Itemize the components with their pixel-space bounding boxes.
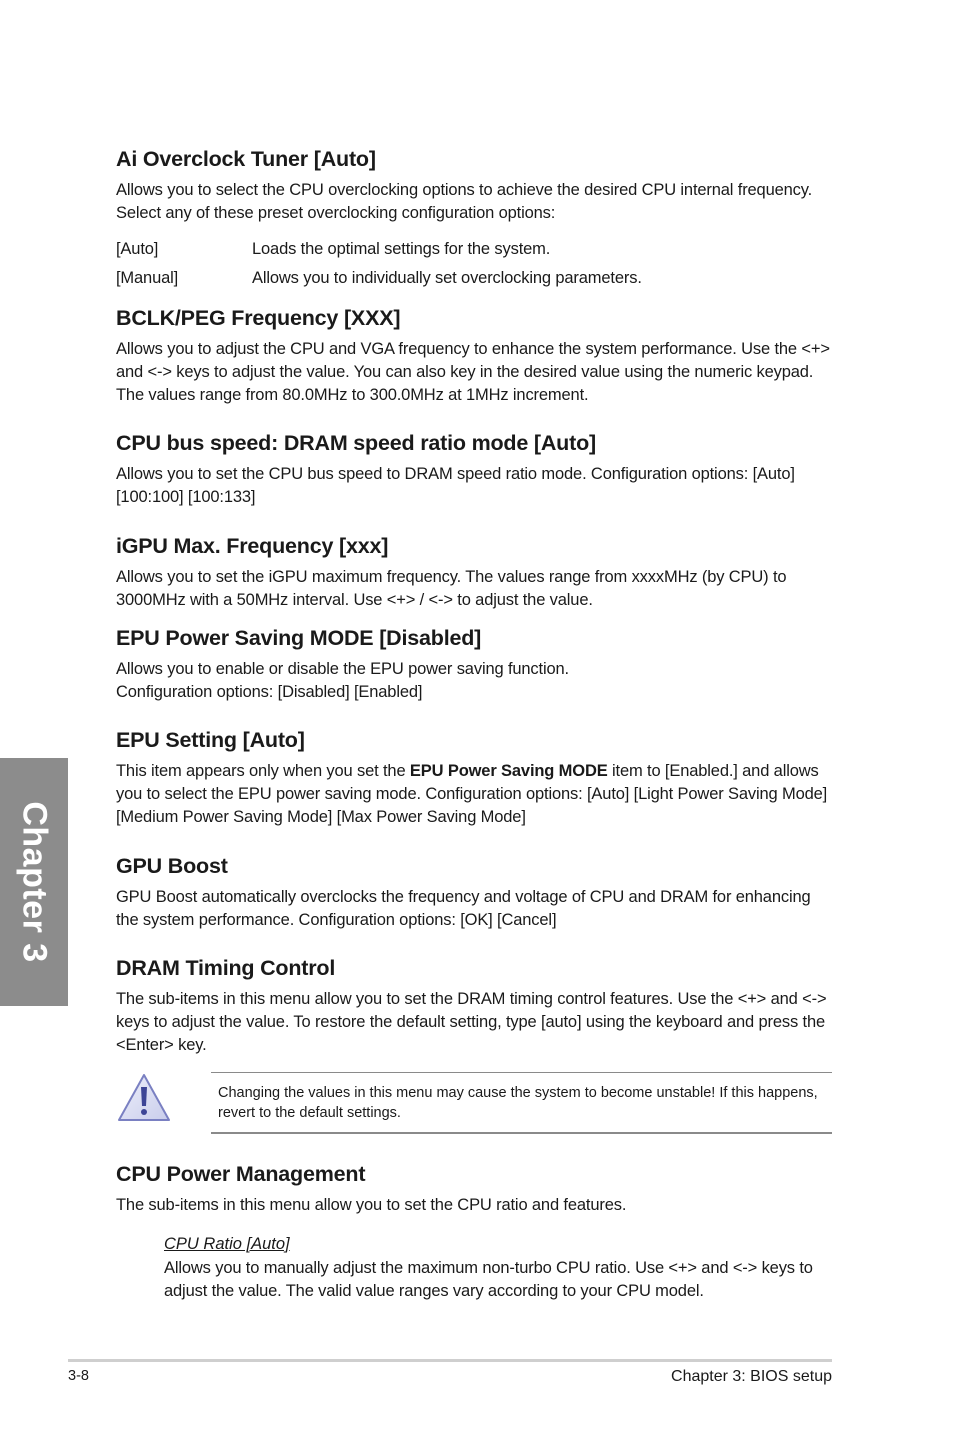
section-title-epu-setting: EPU Setting [Auto] [116,728,305,752]
section-desc-bclk: Allows you to adjust the CPU and VGA frequency to enhance the system performance. Use the <+> and <-> keys to adjust the value. You can also key in the desired value using the numeric keypad. The values range from 80.0MHz to 300.0MHz at 1MHz increment. [116,340,830,404]
section-title-gpu-boost: GPU Boost [116,854,228,878]
footer-chapter-title: Chapter 3: BIOS setup [671,1368,832,1385]
option-key: [Manual] [116,269,179,287]
section-title-cpu-bus: CPU bus speed: DRAM speed ratio mode [Auto] [116,431,596,455]
section-title-dram-timing: DRAM Timing Control [116,956,336,980]
footer-divider [68,1359,832,1362]
section-title-bclk: BCLK/PEG Frequency [XXX] [116,306,401,330]
section-desc-cpu-power: The sub-items in this menu allow you to set the CPU ratio and features. [116,1196,627,1214]
section-title-ai-overclock: Ai Overclock Tuner [Auto] [116,147,376,171]
warning-triangle-icon [116,1072,172,1124]
option-key: [Auto] [116,240,159,258]
desc-bold-item: EPU Power Saving MODE [409,762,608,780]
subitem-title-cpu-ratio: CPU Ratio [Auto] [164,1235,290,1253]
section-desc-igpu: Allows you to set the iGPU maximum frequency. The values range from xxxxMHz (by CPU) to 3000MHz with a 50MHz interval. Use <+> / <-> to adjust the value. [116,568,787,609]
caution-note [116,1072,832,1134]
section-title-epu-mode: EPU Power Saving MODE [Disabled] [116,626,482,650]
section-desc-ai-overclock: Allows you to select the CPU overclocking options to achieve the desired CPU internal frequency. Select any of these preset overclocking configuration options: [116,181,813,222]
section-desc-epu-mode-line2: Configuration options: [Disabled] [Enabled] [116,683,423,701]
desc-text: item to [Enabled.] and allows you to select the EPU power saving mode. Configuration options: [Auto] [Light Power Saving Mode] [Medium Power Saving Mode] [Max Power Saving Mode] [116,762,828,826]
section-desc-cpu-bus: Allows you to set the CPU bus speed to DRAM speed ratio mode. Configuration options: [Auto] [100:100] [100:133] [116,465,795,506]
caution-text: Changing the values in this menu may cause the system to become unstable! If this happens, revert to the default settings. [218,1085,818,1121]
subitem-desc-cpu-ratio: Allows you to manually adjust the maximum non-turbo CPU ratio. Use <+> and <-> keys to adjust the value. The valid value ranges vary according to your CPU model. [164,1259,813,1300]
section-title-cpu-power: CPU Power Management [116,1162,366,1186]
section-title-igpu: iGPU Max. Frequency [xxx] [116,534,389,558]
page-number: 3-8 [68,1368,89,1384]
divider [211,1132,832,1134]
divider [211,1072,832,1073]
chapter-side-tab-label: Chapter 3 [15,801,54,963]
section-desc-epu-mode-line1: Allows you to enable or disable the EPU power saving function. [116,660,569,678]
option-value: Allows you to individually set overclocking parameters. [252,269,642,287]
section-desc-epu-setting [116,760,832,829]
option-value: Loads the optimal settings for the system. [252,240,551,258]
desc-text: This item appears only when you set the [116,762,410,780]
section-desc-dram-timing: The sub-items in this menu allow you to set the DRAM timing control features. Use the <+> and <-> keys to adjust the value. To restore the default setting, type [auto] using the keyboard and press the <Enter> key. [116,990,827,1054]
chapter-side-tab [0,758,68,1006]
section-desc-gpu-boost: GPU Boost automatically overclocks the frequency and voltage of CPU and DRAM for enhancing the system performance. Configuration options: [OK] [Cancel] [116,888,811,929]
